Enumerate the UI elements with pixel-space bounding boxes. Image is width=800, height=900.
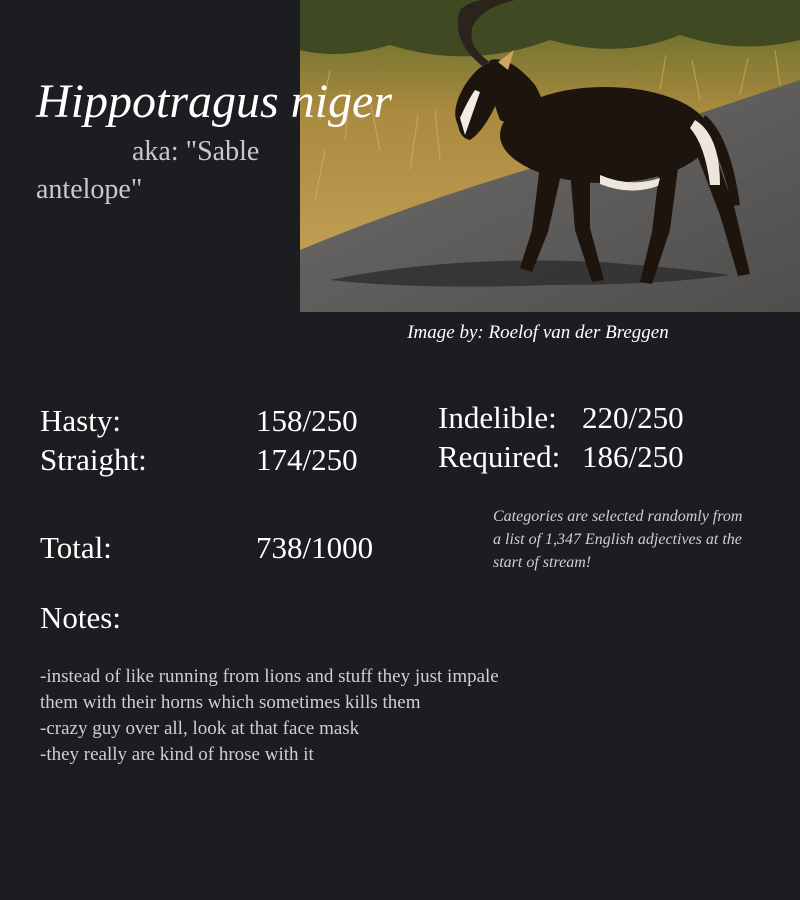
- note-line: -instead of like running from lions and stuff they just impale them with their horns which sometimes kills them: [40, 666, 499, 713]
- note-line: -they really are kind of hrose with it: [40, 744, 314, 765]
- notes-list: [40, 664, 510, 768]
- stat-label-required: Required:: [438, 439, 561, 474]
- total-label: Total:: [40, 530, 112, 565]
- antelope-photo: [300, 0, 800, 312]
- stat-label-hasty: Hasty:: [40, 403, 121, 438]
- note-line: -crazy guy over all, look at that face mask: [40, 718, 360, 739]
- stat-value-indelible: 220/250: [582, 400, 684, 435]
- stat-value-required: 186/250: [582, 439, 684, 474]
- total-value: 738/1000: [256, 530, 374, 565]
- stat-label-straight: Straight:: [40, 442, 147, 477]
- stat-value-straight: 174/250: [256, 442, 358, 477]
- image-credit: Image by: Roelof van der Breggen: [407, 322, 669, 343]
- notes-heading: Notes:: [40, 600, 121, 635]
- category-disclaimer: Categories are selected randomly from a list of 1,347 English adjectives at the start of stream!: [493, 508, 743, 571]
- stat-label-indelible: Indelible:: [438, 400, 557, 435]
- species-title: Hippotragus niger: [36, 75, 393, 128]
- common-name: aka: "Sable antelope": [36, 136, 260, 205]
- stat-value-hasty: 158/250: [256, 403, 358, 438]
